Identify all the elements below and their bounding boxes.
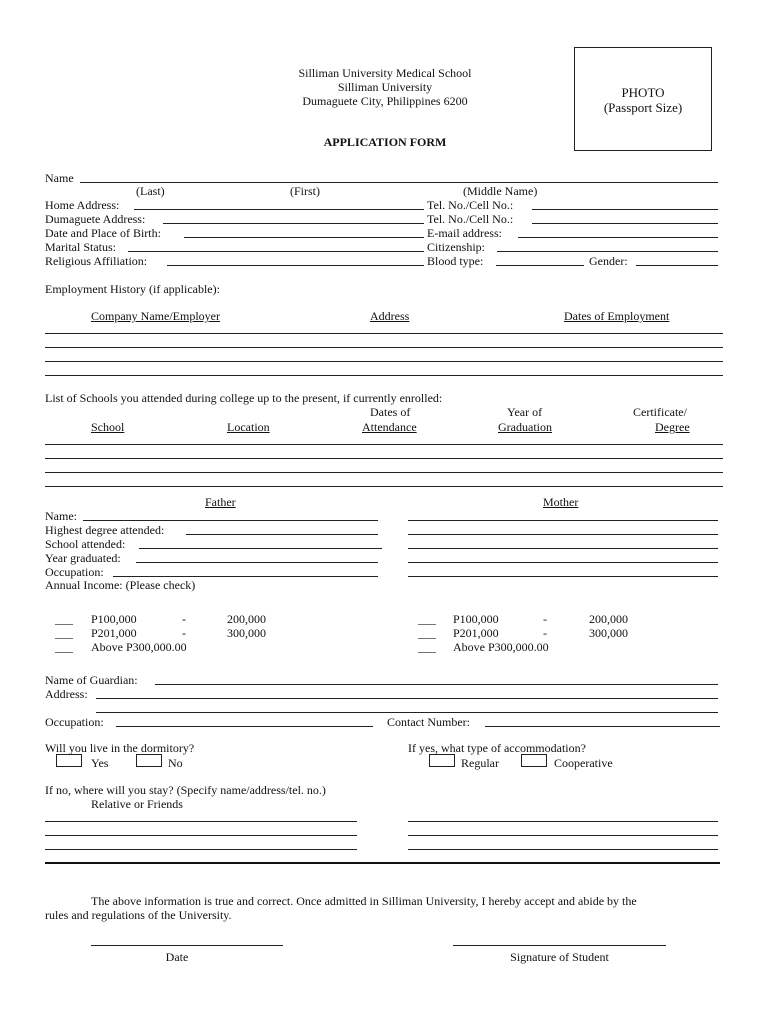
col-address: Address	[370, 309, 410, 323]
employment-title: Employment History (if applicable):	[45, 282, 220, 296]
stay-field[interactable]	[408, 835, 718, 836]
schools-title: List of Schools you attended during college up to the present, if currently enrolled:	[45, 391, 443, 405]
father-income-check-2[interactable]: ___	[55, 626, 73, 640]
father-name-field[interactable]	[83, 520, 378, 521]
photo-label: PHOTO	[621, 85, 665, 100]
mother-school-field[interactable]	[408, 548, 718, 549]
income-range-2-from: P201,000	[91, 626, 137, 640]
mother-year-field[interactable]	[408, 562, 718, 563]
parent-school-label: School attended:	[45, 537, 126, 551]
guardian-name-label: Name of Guardian:	[45, 673, 138, 687]
name-label: Name	[45, 171, 74, 185]
income-range-1-to: 200,000	[589, 612, 628, 626]
parent-name-label: Name:	[45, 509, 77, 523]
income-range-2-from: P201,000	[453, 626, 499, 640]
father-degree-field[interactable]	[186, 534, 378, 535]
dumaguete-address-field[interactable]	[163, 223, 424, 224]
guardian-address-label: Address:	[45, 687, 88, 701]
form-title: APPLICATION FORM	[323, 135, 447, 149]
col-employment-dates: Dates of Employment	[564, 309, 670, 323]
dorm-yes-checkbox[interactable]	[56, 754, 82, 767]
income-range-1-from: P100,000	[91, 612, 137, 626]
regular-checkbox[interactable]	[429, 754, 455, 767]
religious-label: Religious Affiliation:	[45, 254, 148, 268]
stay-field[interactable]	[45, 835, 357, 836]
income-range-3: Above P300,000.00	[91, 640, 187, 654]
marital-status-field[interactable]	[128, 251, 424, 252]
school-row[interactable]	[45, 458, 723, 459]
father-occupation-field[interactable]	[113, 576, 378, 577]
relative-label: Relative or Friends	[91, 797, 183, 811]
dorm-no-checkbox[interactable]	[136, 754, 162, 767]
declaration-line-2: rules and regulations of the University.	[45, 908, 232, 922]
dumaguete-address-label: Dumaguete Address:	[45, 212, 146, 226]
gender-label: Gender:	[589, 254, 628, 268]
citizenship-field[interactable]	[497, 251, 718, 252]
employment-row[interactable]	[45, 347, 723, 348]
father-year-field[interactable]	[136, 562, 378, 563]
name-field[interactable]	[80, 182, 718, 183]
regular-label: Regular	[461, 756, 499, 770]
col-cert-line1: Certificate/	[633, 405, 687, 419]
col-company: Company Name/Employer	[91, 309, 220, 323]
guardian-address-field-2[interactable]	[96, 712, 718, 713]
guardian-name-field[interactable]	[155, 684, 718, 685]
birth-label: Date and Place of Birth:	[45, 226, 161, 240]
mother-income-check-1[interactable]: ___	[418, 612, 436, 626]
father-heading: Father	[205, 495, 236, 509]
employment-row[interactable]	[45, 375, 723, 376]
employment-row[interactable]	[45, 361, 723, 362]
income-range-2-to: 300,000	[227, 626, 266, 640]
religious-field[interactable]	[167, 265, 424, 266]
last-name-caption: (Last)	[136, 184, 165, 198]
guardian-contact-field[interactable]	[485, 726, 720, 727]
income-dash: -	[543, 626, 547, 640]
mother-income-check-2[interactable]: ___	[418, 626, 436, 640]
employment-row[interactable]	[45, 333, 723, 334]
income-range-1-to: 200,000	[227, 612, 266, 626]
stay-field[interactable]	[408, 849, 718, 850]
email-field[interactable]	[518, 237, 718, 238]
col-attendance: Attendance	[362, 420, 417, 434]
school-row[interactable]	[45, 472, 723, 473]
col-graduation: Graduation	[498, 420, 552, 434]
tel-field-1[interactable]	[532, 209, 718, 210]
mother-income-check-3[interactable]: ___	[418, 640, 436, 654]
mother-occupation-field[interactable]	[408, 576, 718, 577]
email-label: E-mail address:	[427, 226, 502, 240]
col-year-line1: Year of	[507, 405, 543, 419]
signature-field[interactable]	[453, 945, 666, 946]
guardian-occupation-label: Occupation:	[45, 715, 104, 729]
father-income-check-1[interactable]: ___	[55, 612, 73, 626]
marital-status-label: Marital Status:	[45, 240, 116, 254]
gender-field[interactable]	[636, 265, 718, 266]
home-address-field[interactable]	[134, 209, 424, 210]
father-income-check-3[interactable]: ___	[55, 640, 73, 654]
income-dash: -	[182, 612, 186, 626]
income-range-2-to: 300,000	[589, 626, 628, 640]
tel-label-2: Tel. No./Cell No.:	[427, 212, 514, 226]
date-field[interactable]	[91, 945, 283, 946]
dorm-yes-label: Yes	[91, 756, 109, 770]
stay-field[interactable]	[408, 821, 718, 822]
father-school-field[interactable]	[139, 548, 382, 549]
home-address-label: Home Address:	[45, 198, 120, 212]
col-school: School	[91, 420, 125, 434]
income-label: Annual Income: (Please check)	[45, 578, 196, 592]
section-divider	[45, 862, 720, 864]
mother-degree-field[interactable]	[408, 534, 718, 535]
signature-label: Signature of Student	[510, 950, 609, 964]
birth-field[interactable]	[184, 237, 424, 238]
date-label: Date	[165, 950, 189, 964]
tel-label-1: Tel. No./Cell No.:	[427, 198, 514, 212]
school-row[interactable]	[45, 444, 723, 445]
middle-name-caption: (Middle Name)	[463, 184, 538, 198]
parent-degree-label: Highest degree attended:	[45, 523, 165, 537]
dorm-no-label: No	[168, 756, 183, 770]
col-degree: Degree	[655, 420, 690, 434]
income-range-1-from: P100,000	[453, 612, 499, 626]
photo-size-label: (Passport Size)	[603, 100, 683, 115]
parent-occupation-label: Occupation:	[45, 565, 104, 579]
parent-year-label: Year graduated:	[45, 551, 121, 565]
guardian-address-field[interactable]	[96, 698, 718, 699]
col-dates-line1: Dates of	[370, 405, 411, 419]
tel-field-2[interactable]	[532, 223, 718, 224]
cooperative-label: Cooperative	[554, 756, 613, 770]
col-location: Location	[227, 420, 270, 434]
mother-heading: Mother	[543, 495, 579, 509]
cooperative-checkbox[interactable]	[521, 754, 547, 767]
stay-field[interactable]	[45, 821, 357, 822]
blood-type-field[interactable]	[496, 265, 584, 266]
income-dash: -	[543, 612, 547, 626]
guardian-occupation-field[interactable]	[116, 726, 373, 727]
first-name-caption: (First)	[290, 184, 320, 198]
stay-question: If no, where will you stay? (Specify name/address/tel. no.)	[45, 783, 326, 797]
mother-name-field[interactable]	[408, 520, 718, 521]
guardian-contact-label: Contact Number:	[387, 715, 470, 729]
income-range-3: Above P300,000.00	[453, 640, 549, 654]
stay-field[interactable]	[45, 849, 357, 850]
school-row[interactable]	[45, 486, 723, 487]
dormitory-question: Will you live in the dormitory?	[45, 741, 195, 755]
school-address: Dumaguete City, Philippines 6200	[302, 94, 468, 108]
citizenship-label: Citizenship:	[427, 240, 485, 254]
blood-type-label: Blood type:	[427, 254, 484, 268]
accommodation-question: If yes, what type of accommodation?	[408, 741, 586, 755]
income-dash: -	[182, 626, 186, 640]
declaration-line-1: The above information is true and correct. Once admitted in Silliman University, I hereby accept and abide by the	[91, 894, 637, 908]
photo-box	[574, 47, 712, 151]
university-name: Silliman University	[337, 80, 433, 94]
school-name: Silliman University Medical School	[298, 66, 472, 80]
